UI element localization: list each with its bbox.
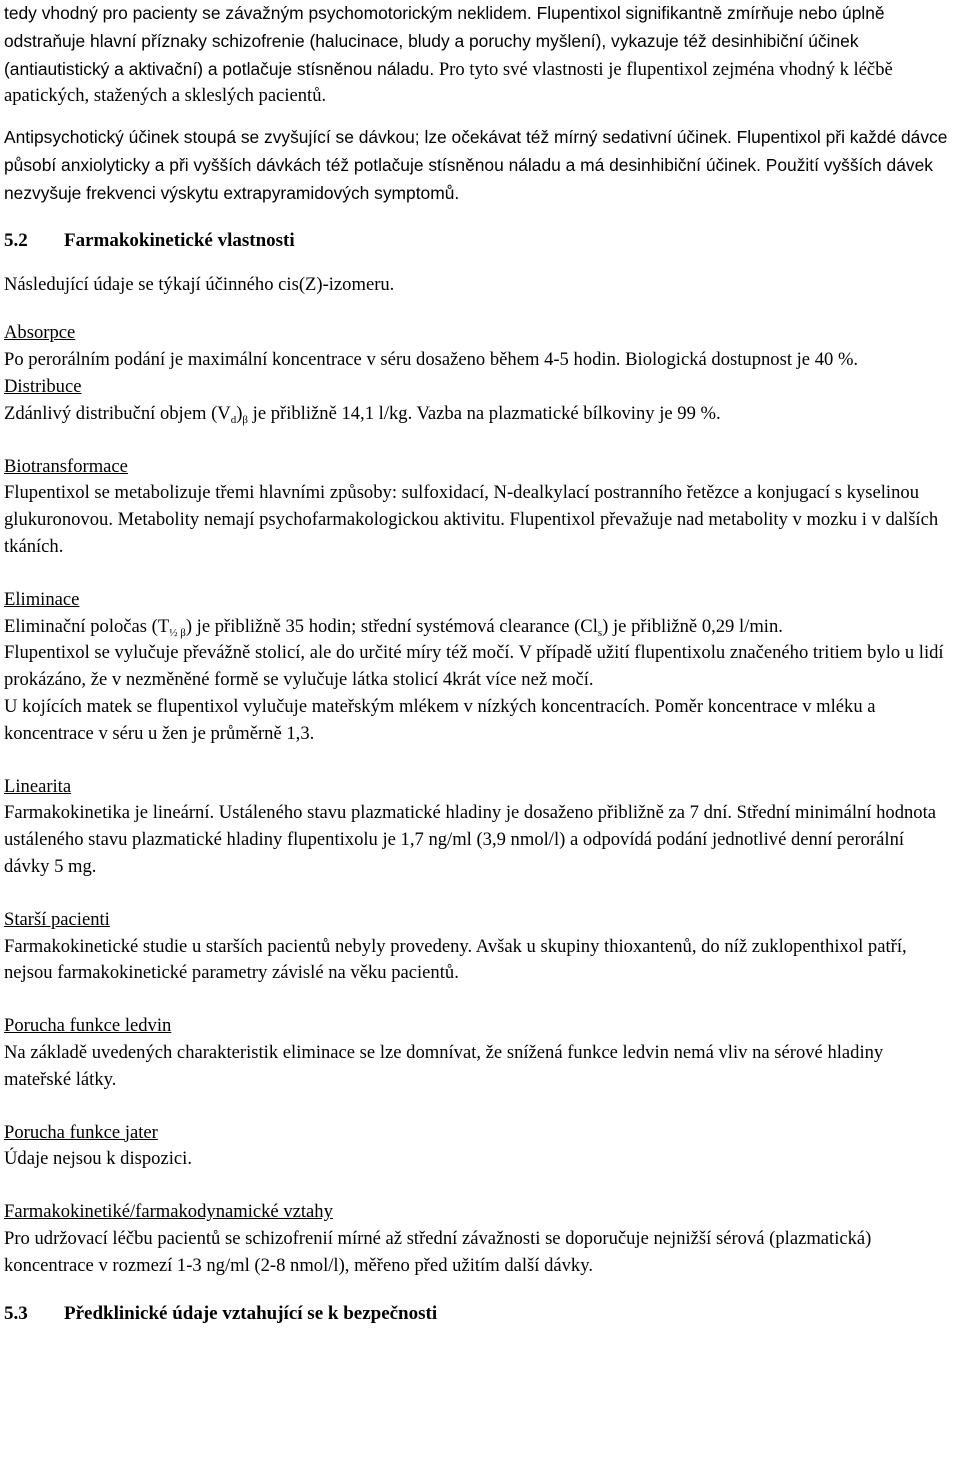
distribuce-heading [4,374,954,401]
eliminace-heading [4,587,954,614]
jatra-heading [4,1120,954,1147]
distribuce-text-b: ) [236,402,243,424]
distribuce-text-c: je přibližně 14,1 l/kg. Vazba na plazmatické bílkoviny je 99 %. [248,402,721,424]
distribuce-heading-text: Distribuce [4,375,82,397]
paragraph-antipsychotic-effect-text: Antipsychotický účinek stoupá se zvyšující se dávkou; lze očekávat též mírný sedativní účinek. Flupentixol při každé dávce působí anxiolyticky a při vyšších dávkách též potlačuje stísněnou náladu a má desinhibiční účinek. Použití vyšších dávek nezvyšuje frekvenci výskytu extrapyramidových symptomů. [4,127,948,203]
pkpd-paragraph: Pro udržovací léčbu pacientů se schizofrenií mírné až střední závažnosti se doporučuje nejnižší sérová (plazmatická) koncentrace v rozmezí 1-3 ng/ml (2-8 nmol/l), měřeno před užitím další dávky. [4,1227,872,1276]
ledviny-heading-text: Porucha funkce ledvin [4,1015,172,1037]
section-title-5-2: Farmakokinetické vlastnosti [64,229,295,251]
ledviny-paragraph: Na základě uvedených charakteristik eliminace se lze domnívat, že snížená funkce ledvin nemá vliv na sérové hladiny mateřské látky. [4,1041,884,1090]
jatra-heading-text: Porucha funkce jater [4,1121,158,1143]
eliminace-paragraph-2: Flupentixol se vylučuje převážně stolicí, ale do určité míry též močí. V případě užití flupentixolu značeného tritiem bylo u lidí prokázáno, že v nezměněné formě se vylučuje látka stolicí 4krát více než močí. [4,642,944,691]
section-number-5-3: 5.3 [4,1303,28,1325]
biotransformace-heading-text: Biotransformace [4,455,128,477]
eliminace-paragraph-3: U kojících matek se flupentixol vylučuje mateřským mlékem v nízkých koncentracích. Poměr koncentrace v mléku a koncentrace v séru u žen je průměrně 1,3. [4,695,876,744]
eliminace-subscript-s: s [597,626,603,639]
distribuce-subscript-d: d [230,413,237,426]
section-heading-5-3 [4,1301,954,1327]
paragraph-antipsychotic-effect [4,124,954,207]
paragraph-pharmacodynamics-part2: Pro tyto své vlastnosti je flupentixol zejména vhodný k léčbě apatických, stažených a skleslých pacientů. [4,58,893,107]
eliminace-text-c: ) je přibližně 0,29 l/min. [602,615,783,637]
linearita-heading-text: Linearita [4,775,72,797]
jatra-paragraph: Údaje nejsou k dispozici. [4,1148,192,1170]
section-number-5-2: 5.2 [4,229,28,251]
starsi-pacienti-paragraph: Farmakokinetické studie u starších pacientů nebyly provedeny. Avšak u skupiny thioxantenů, do níž zuklopenthixol patří, nejsou farmakokinetické parametry závislé na věku pacientů. [4,935,907,984]
distribuce-paragraph [4,401,954,428]
section-heading-5-2 [4,228,954,254]
section-title-5-3: Předklinické údaje vztahující se k bezpečnosti [64,1303,438,1325]
document-page [4,0,954,1345]
absorpce-paragraph: Po perorálním podání je maximální koncentrace v séru dosaženo během 4-5 hodin. Biologická dostupnost je 40 %. [4,349,859,371]
biotransformace-paragraph: Flupentixol se metabolizuje třemi hlavními způsoby: sulfoxidací, N-dealkylací postranního řetězce a konjugací s kyselinou glukuronovou. Metabolity nemají psychofarmakologickou aktivitu. Flupentixol převažuje nad metabolity v mozku i v dalších tkáních. [4,482,939,557]
eliminace-text-a: Eliminační poločas (T [4,615,170,637]
eliminace-subscript-half-beta: ½ β [169,626,186,639]
absorpce-heading [4,320,954,347]
absorpce-heading-text: Absorpce [4,322,76,344]
paragraph-pharmacodynamics-part1: tedy vhodný pro pacienty se závažným psychomotorickým neklidem. Flupentixol signifikantně zmírňuje nebo úplně odstraňuje hlavní příznaky schizofrenie (halucinace, bludy a poruchy myšlení), vykazuje též desinhibiční účinek (antiautistický a aktivační) a potlačuje stísněnou náladu. [4,3,885,79]
linearita-paragraph: Farmakokinetika je lineární. Ustáleného stavu plazmatické hladiny je dosaženo přibližně za 7 dní. Střední minimální hodnota ustáleného stavu plazmatické hladiny flupentixolu je 1,7 ng/ml (3,9 nmol/l) a odpovídá podání jednotlivé denní perorální dávky 5 mg. [4,802,937,877]
pkpd-heading-text: Farmakokinetiké/farmakodynamické vztahy [4,1201,333,1223]
distribuce-subscript-beta: β [242,413,249,426]
pkpd-heading [4,1199,954,1226]
biotransformace-heading [4,454,954,481]
starsi-pacienti-heading [4,907,954,934]
distribuce-text-a: Zdánlivý distribuční objem (V [4,402,231,424]
ledviny-heading [4,1013,954,1040]
eliminace-text-b: ) je přibližně 35 hodin; střední systémová clearance (Cl [185,615,598,637]
eliminace-heading-text: Eliminace [4,588,80,610]
starsi-pacienti-heading-text: Starší pacienti [4,908,110,930]
intro-paragraph: Následující údaje se týkají účinného cis(Z)-izomeru. [4,273,395,295]
linearita-heading [4,774,954,801]
eliminace-paragraph-1 [4,614,954,641]
paragraph-pharmacodynamics [4,0,954,110]
